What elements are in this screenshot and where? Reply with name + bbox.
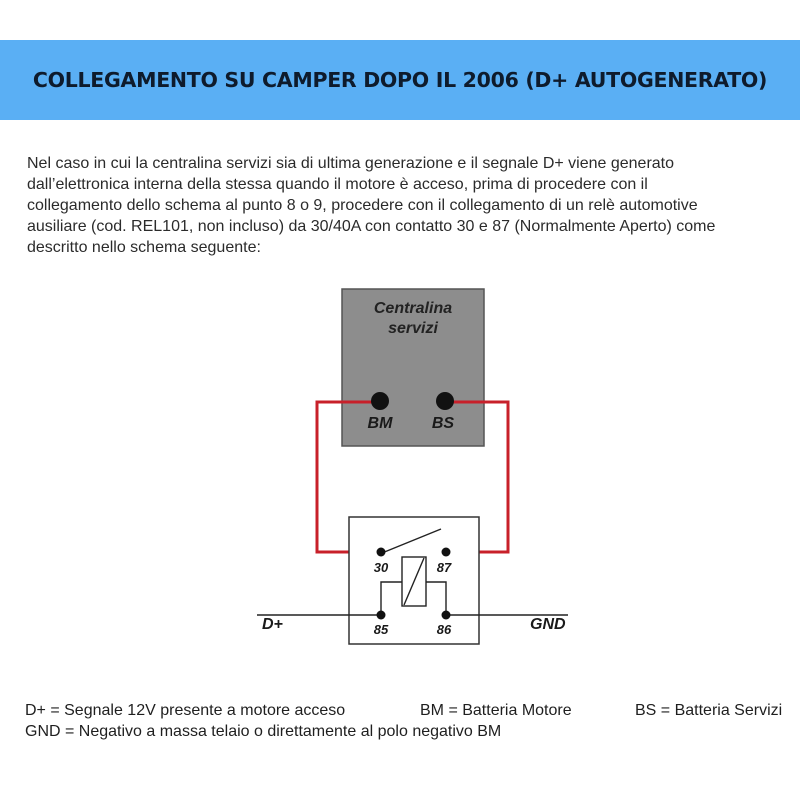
relay-pin-30-dot bbox=[377, 548, 386, 557]
terminal-bm-dot bbox=[371, 392, 389, 410]
terminal-bm-label: BM bbox=[367, 415, 393, 432]
legend-d-plus: D+ = Segnale 12V presente a motore acceso bbox=[25, 702, 346, 719]
intro-line: Nel caso in cui la centralina servizi sia di ultima generazione e il segnale D+ viene generato bbox=[27, 155, 675, 172]
control-unit-label-line1: Centralina bbox=[373, 300, 453, 317]
control-unit-label-line2: servizi bbox=[388, 320, 438, 337]
legend bbox=[25, 700, 800, 742]
relay-pin-85-dot bbox=[377, 611, 386, 620]
terminal-bs-dot bbox=[436, 392, 454, 410]
relay-pin-30-label: 30 bbox=[373, 560, 389, 575]
d-plus-label: D+ bbox=[262, 616, 283, 633]
relay-pin-86-label: 86 bbox=[436, 622, 452, 637]
title-banner bbox=[0, 40, 800, 120]
relay-pin-87-label: 87 bbox=[436, 560, 452, 575]
gnd-label: GND bbox=[530, 616, 566, 633]
intro-line: descritto nello schema seguente: bbox=[27, 239, 261, 256]
legend-row bbox=[25, 721, 800, 742]
legend-gnd: GND = Negativo a massa telaio o direttamente al polo negativo BM bbox=[25, 723, 502, 740]
legend-bm: BM = Batteria Motore bbox=[420, 702, 572, 719]
page-title: COLLEGAMENTO SU CAMPER DOPO IL 2006 (D+ AUTOGENERATO) bbox=[32, 68, 768, 92]
intro-paragraph bbox=[27, 153, 797, 258]
legend-row bbox=[25, 700, 800, 721]
relay-pin-87-dot bbox=[442, 548, 451, 557]
terminal-bs-label: BS bbox=[431, 415, 455, 432]
wiring-diagram bbox=[0, 280, 800, 660]
relay-pin-86-dot bbox=[442, 611, 451, 620]
relay-pin-85-label: 85 bbox=[373, 622, 389, 637]
legend-bs: BS = Batteria Servizi bbox=[635, 702, 783, 719]
intro-line: ausiliare (cod. REL101, non incluso) da 30/40A con contatto 30 e 87 (Normalmente Aperto) come bbox=[27, 218, 716, 235]
intro-line: dall’elettronica interna della stessa quando il motore è acceso, prima di procedere con il bbox=[27, 176, 648, 193]
intro-line: collegamento dello schema al punto 8 o 9, procedere con il collegamento di un relè automotive bbox=[27, 197, 698, 214]
